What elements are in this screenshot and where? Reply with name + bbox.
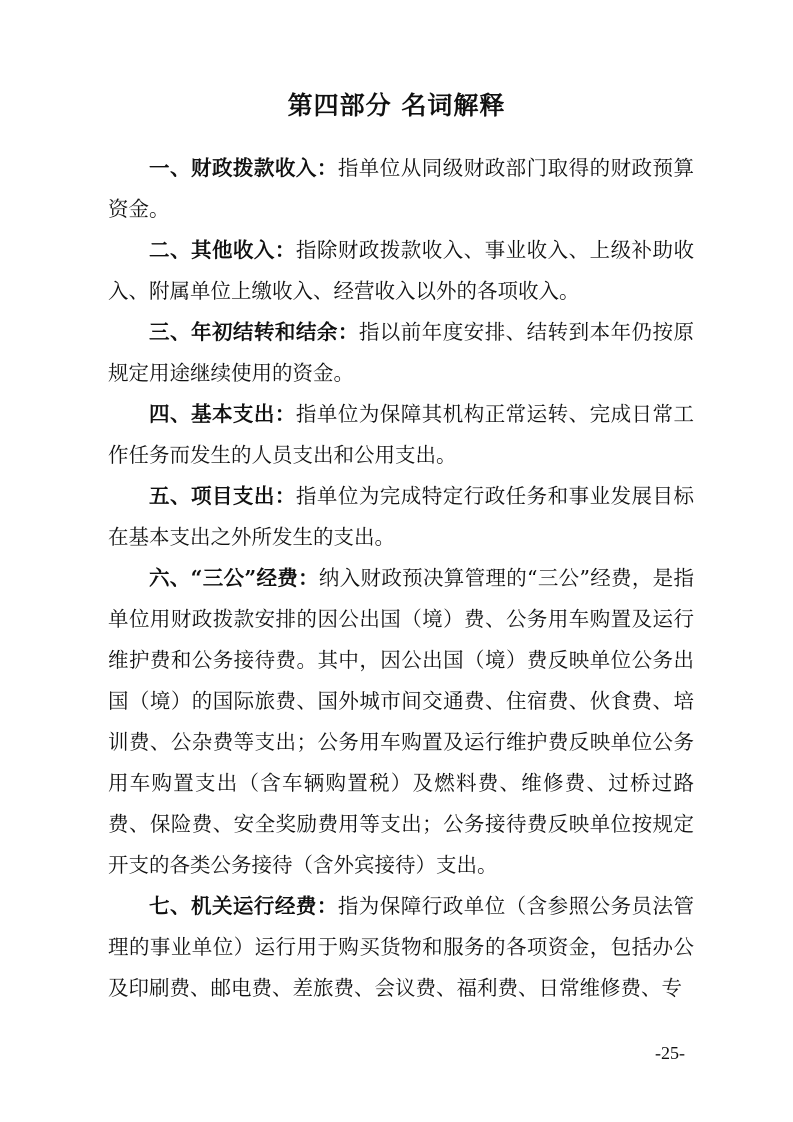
glossary-entry-1: [108, 148, 694, 230]
glossary-entry-2: [108, 230, 694, 312]
term-label: 一、财政拨款收入：: [149, 156, 338, 180]
term-label: 三、年初结转和结余：: [149, 320, 359, 344]
term-label: 四、基本支出：: [149, 402, 296, 426]
term-definition: 纳入财政预决算管理的“三公”经费，是指单位用财政拨款安排的因公出国（境）费、公务用车购置及运行维护费和公务接待费。其中，因公出国（境）费反映单位公务出国（境）的国际旅费、国外城市间交通费、住宿费、伙食费、培训费、公杂费等支出；公务用车购置及运行维护费反映单位公务用车购置支出（含车辆购置税）及燃料费、维修费、过桥过路费、保险费、安全奖励费用等支出；公务接待费反映单位按规定开支的各类公务接待（含外宾接待）支出。: [108, 566, 694, 877]
term-label: 五、项目支出：: [149, 484, 296, 508]
term-label: 六、“三公”经费：: [149, 566, 319, 590]
glossary-entry-7: [108, 886, 694, 1009]
term-definition: 指以前年度安排、结转到本年仍按原规定用途继续使用的资金。: [108, 320, 695, 385]
glossary-body: [108, 148, 694, 1009]
glossary-entry-3: [108, 312, 694, 394]
term-definition: 指单位为保障其机构正常运转、完成日常工作任务而发生的人员支出和公用支出。: [108, 402, 695, 467]
page-title: 第四部分 名词解释: [287, 91, 506, 120]
glossary-entry-4: [108, 394, 694, 476]
term-definition: 指单位从同级财政部门取得的财政预算资金。: [108, 156, 695, 221]
term-label: 二、其他收入：: [149, 238, 296, 262]
term-definition: 指除财政拨款收入、事业收入、上级补助收入、附属单位上缴收入、经营收入以外的各项收入。: [108, 238, 695, 303]
glossary-entry-6: [108, 558, 694, 886]
term-definition: 指单位为完成特定行政任务和事业发展目标在基本支出之外所发生的支出。: [108, 484, 695, 549]
glossary-entry-5: [108, 476, 694, 558]
page-number: -25-: [655, 1043, 685, 1063]
term-label: 七、机关运行经费：: [149, 894, 338, 918]
term-definition: 指为保障行政单位（含参照公务员法管理的事业单位）运行用于购买货物和服务的各项资金，包括办公及印刷费、邮电费、差旅费、会议费、福利费、日常维修费、专: [108, 894, 695, 1000]
